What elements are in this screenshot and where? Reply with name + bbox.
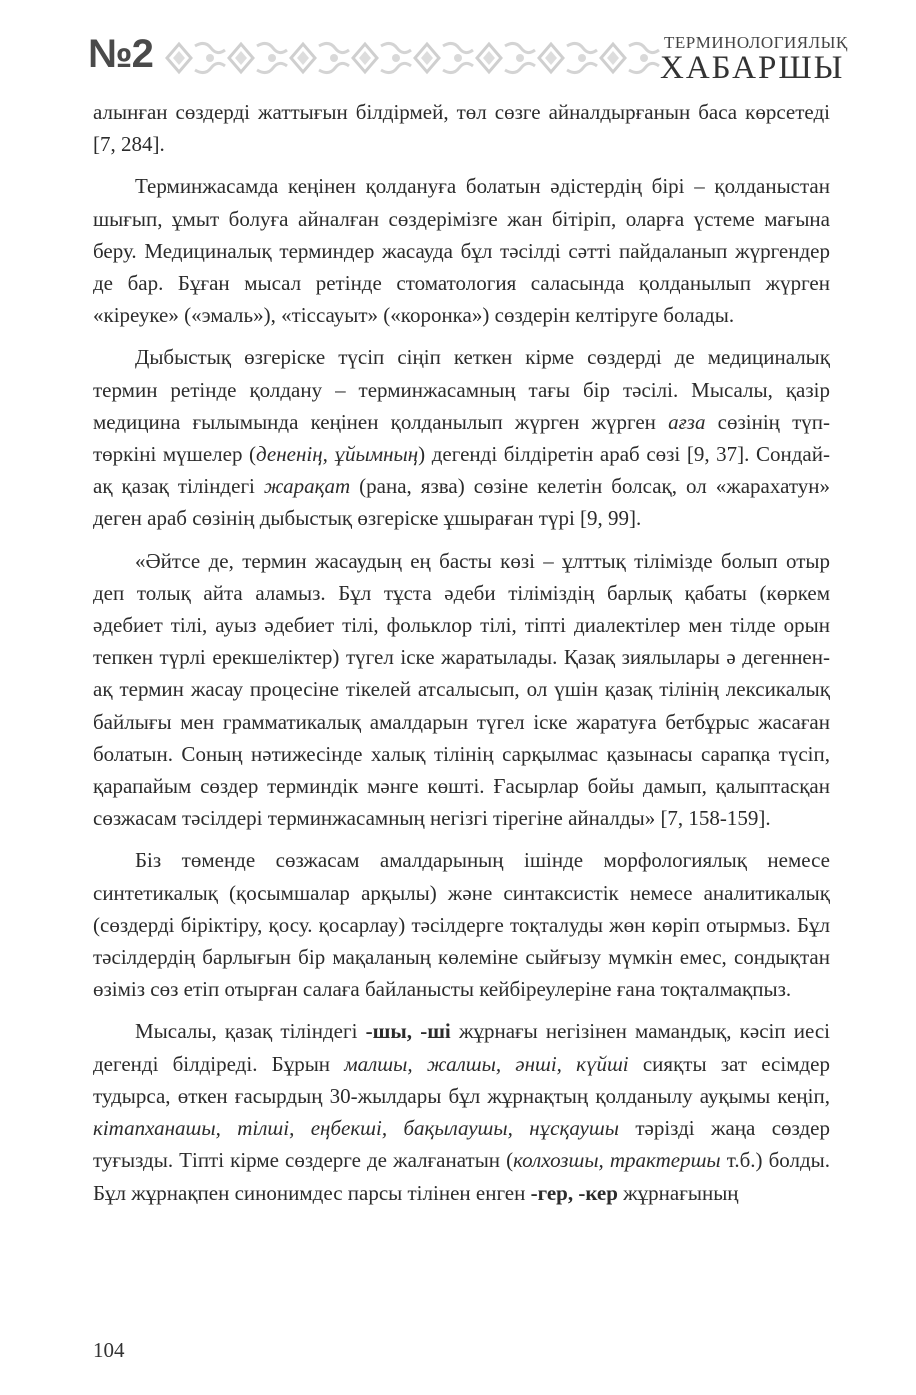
text-run: Мысалы, қазақ тіліндегі <box>135 1019 366 1044</box>
text-run: тәрізді жаңа сөздер туғызды. Тіпті кірме сөздерге де жалғанатын ( <box>93 1116 830 1173</box>
page-header <box>0 0 916 100</box>
italic-term: малшы, жалшы, әнші, күйші <box>344 1051 629 1076</box>
paragraph <box>93 844 830 1005</box>
paragraph <box>93 1015 830 1208</box>
paragraph <box>93 170 830 331</box>
issue-number: №2 <box>88 32 153 76</box>
text-run: алынған сөздерді жаттығын білдірмей, төл сөзге айналдырғанын баса көрсетеді [7, 284]. <box>93 100 830 157</box>
ornament-band-icon <box>165 38 660 78</box>
bold-suffix: -шы, -ші <box>365 1019 451 1044</box>
page-number: 104 <box>93 1338 125 1362</box>
text-run: Дыбыстық өзгеріске түсіп сіңіп кеткен кірме сөздерді де медициналық термин ретінде қолдану – терминжасамның тағы бір тәсілі. Мысалы, қазір медицина ғылымында кеңінен қолданылып жүрген жүрген <box>93 345 830 434</box>
paragraph <box>93 545 830 835</box>
italic-term: жарақат <box>263 474 351 499</box>
journal-title-top: ТЕРМИНОЛОГИЯЛЫҚ <box>664 33 848 52</box>
italic-term: колхозшы, трактершы <box>513 1148 721 1173</box>
text-run: сияқты зат есімдер тудырса, өткен ғасырдың 30-жылдары бұл жұрнақтың қолданылу ауқымы кеңіп, <box>93 1051 830 1108</box>
bold-suffix: -гер, -кер <box>530 1180 618 1205</box>
italic-term: дененің, ұйымның <box>256 442 419 467</box>
text-run: т.б.) болды. Бұл жұрнақпен синонимдес парсы тілінен енген <box>93 1148 830 1205</box>
journal-title-main: ХАБАРШЫ <box>660 50 845 86</box>
text-run: жұрнағының <box>617 1180 739 1205</box>
text-run: (рана, язва) сөзіне келетін болсақ, ол «жарахатун» деген араб сөзінің дыбыстық өзгеріске ұшыраған түрі [9, 99]. <box>93 474 830 531</box>
text-run: сөзінің түп-төркіні мүшелер ( <box>93 409 830 467</box>
text-run: ) дегенді білдіретін араб сөзі [9, 37]. Сондай-ақ қазақ тіліндегі <box>93 442 830 499</box>
text-run: жұрнағы негізінен мамандық, кәсіп иесі дегенді білдіреді. Бұрын <box>93 1019 831 1076</box>
text-run: Біз төменде сөзжасам амалдарының ішінде морфологиялық немесе синтетикалық (қосымшалар арқылы) және синтаксистік немесе аналитикалық (сөздерді біріктіру, қосу. қосарлау) тәсілдерге тоқталуды жөн көріп отырмыз. Бұл тәсілдердің барлығын бір мақаланың көлеміне сыйғызу мүмкін емес, сондықтан өзіміз сөз етіп отырған салаға байланысты кейбіреулеріне ғана тоқталмақпыз. <box>93 848 830 1002</box>
paragraph <box>93 96 830 160</box>
italic-term: кітапханашы, тілші, еңбекші, бақылаушы, нұсқаушы <box>93 1116 619 1141</box>
text-run: «Әйтсе де, термин жасаудың ең басты көзі – ұлттық тілімізде болып отыр деп толық айта аламыз. Бұл тұста әдеби тіліміздің барлық қабаты (көркем әдебиет тілі, ауыз әдебиет тілі, фольклор тілі, тіпті диалектілер мен тілде орын тепкен түрлі ерекшеліктер) түгел іске жаратылады. Қазақ зиялылары ә дегеннен-ақ термин жасау процесіне тікелей атсалысып, ол үшін қазақ тілінің лексикалық байлығы мен грамматикалық амалдарын түгел іске жаратуға бетбұрыс жасаған болатын. Соның нәтижесінде халық тілінің сарқылмас қазынасы сарапқа түсіп, қарапайым сөздер терминдік мәнге көшті. Ғасырлар бойы дамып, қалыптасқан сөзжасам тәсілдері терминжасамның негізгі тірегіне айналды» [7, 158-159]. <box>93 548 830 831</box>
text-run: Терминжасамда кеңінен қолдануға болатын әдістердің бірі – қолданыстан шығып, ұмыт болуға айналған сөздерімізге жан бітіріп, оларға үстеме мағына беру. Медициналық терминдер жасауда бұл тәсілді сәтті пайдаланып жүргендер де бар. Бұған мысал ретінде стоматология саласында қолданылып жүрген «кіреуке» («эмаль»), «тіссауыт» («коронка») сөздерін келтіруге болады. <box>93 174 830 328</box>
italic-term: ағза <box>668 409 706 434</box>
paragraph <box>93 341 830 534</box>
article-body <box>93 96 830 1209</box>
